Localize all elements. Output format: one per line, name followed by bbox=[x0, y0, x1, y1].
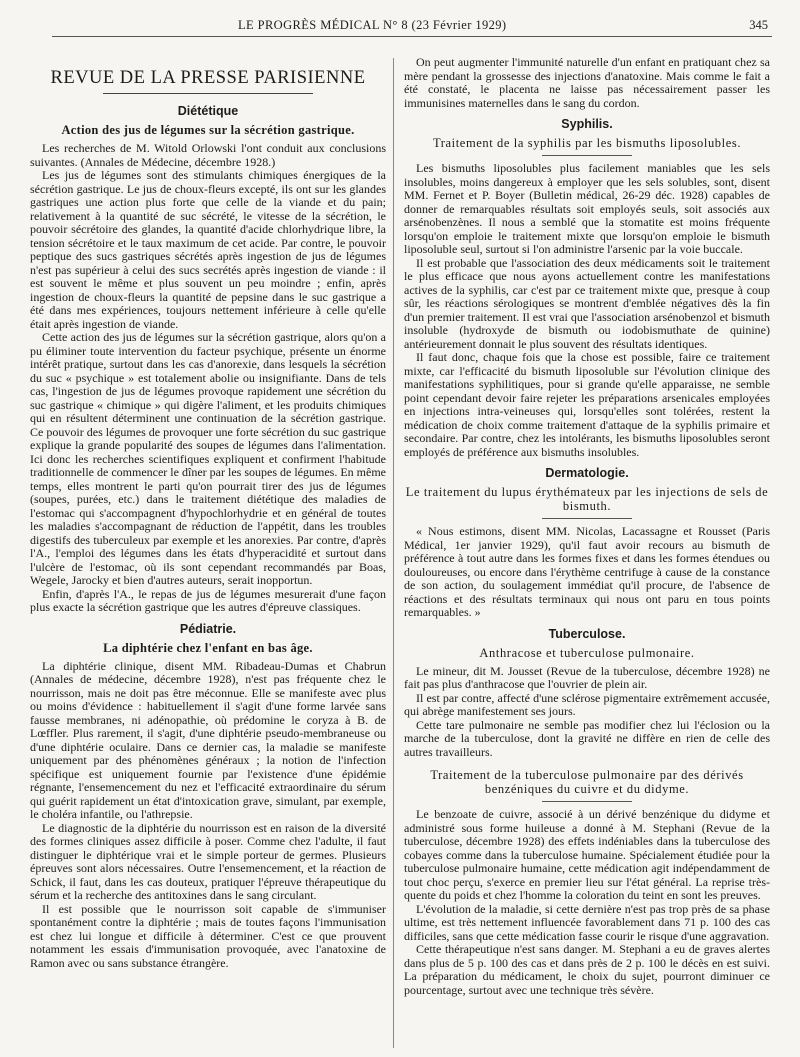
column-divider bbox=[393, 58, 394, 1048]
article-title-diphterie: La diphtérie chez l'enfant en bas âge. bbox=[103, 640, 313, 655]
revue-title-rule bbox=[103, 93, 313, 94]
article-paragraph: Il est possible que le nourrisson soit capable de s'immuniser spontanément contre la diphtérie ; mais de toutes façons l'immunisation est chez lui longue et difficile à déterminer. C'est ce que prouvent notamment les essais d'immunisation provoquée, avec l'anatoxine de Ramon avec ou sans substance étrangère. bbox=[30, 901, 386, 970]
article-paragraph: Enfin, d'après l'A., le repas de jus de légumes mesurerait d'une façon plus exacte la sécrétion gastrique que les autres d'épreuve classiques. bbox=[30, 586, 386, 614]
article-paragraph: Il est probable que l'association des deux médicaments soit le traitement le plus efficace que nous ayons actuellement contre les manifestations actives de la syphilis, car c'est par ce traitement mixte que, presque à coup sûr, les réactions sérologiques se montrent d'emblée négatives dès la fin d'un premier traitement. Il est vrai que l'association arsénobenzol et bismuth insoluble (hydroxyde de bismuth ou iodobismuthate de quinine) antérieurement donnait le plus souvent des résultats identiques. bbox=[404, 255, 770, 351]
section-syphilis: Syphilis. bbox=[561, 117, 613, 131]
left-column bbox=[30, 46, 386, 970]
title-rule bbox=[542, 518, 632, 519]
article-paragraph: Cette action des jus de légumes sur la sécrétion gastrique, alors qu'on a pu éliminer toute intervention du facteur psychique, présente un énorme intérêt pratique, surtout dans les cas d'anorexie, dans lesquels la sécrétion du suc « psychique » est totalement abolie ou insignifiante. Dans de tels cas, l'ingestion de jus de légumes provoque rapidement une sécrétion du suc gastrique « chimique » qui digère l'aliment, et les produits chimiques qui en résultent déterminent une continuation de la sécrétion gastrique. Ce pouvoir des légumes de provoquer une forte sécrétion du suc gastrique explique la grande popularité des soupes de légumes dans l'alimentation. Ici donc les recherches scientifiques expliquent et confirment l'habitude traditionnelle de commencer le dîner par les soupes de légumes. En même temps, elles montrent le parti qu'on pourrait tirer des jus de légumes (soupes, purées, etc.) dans le traitement diététique des maladies de l'estomac qui s'accompagnent d'hypochlorhydrie et en général de toutes les maladies s'accompagnant de réduction de l'appétit, dans les troubles digestifs des tuberculeux par exemple et les anorexies. Par contre, d'après l'A., l'emploi des légumes dans les états d'hyperacidité et surtout dans l'ulcère de l'estomac, où ils sont cependant recommandés par Boas, Wegele, Jarocky et bien d'autres auteurs, serait inopportun. bbox=[30, 330, 386, 587]
article-paragraph: Cette tare pulmonaire ne semble pas modifier chez lui l'éclosion ou la marche de la tuberculose, dont la gravité ne diffère en rien de celle des autres travailleurs. bbox=[404, 717, 770, 759]
article-title-cuivre-didyme: Traitement de la tuberculose pulmonaire par des dérivés benzéniques du cuivre et du didyme. bbox=[430, 768, 744, 796]
section-tuberculose: Tuberculose. bbox=[548, 626, 626, 641]
title-rule bbox=[542, 155, 632, 156]
article-paragraph: Le diagnostic de la diphtérie du nourrisson est en raison de la diversité des formes cliniques assez difficile à poser. Comme chez l'adulte, il faut distinguer le diphtérique vrai et le simple porteur de germes. Plusieurs épreuves sont alors nécessaires. Outre l'ensemencement, et la réaction de Schick, il faut, dans les cas douteux, pratiquer l'épreuve thérapeutique du sérum et la recherche des antitoxines dans le sang circulant. bbox=[30, 820, 386, 902]
page-number: 345 bbox=[749, 18, 768, 32]
article-paragraph: Il est par contre, affecté d'une sclérose pigmentaire extrêmement accusée, qui abrège manifestement ses jours. bbox=[404, 690, 770, 718]
article-paragraph: Il faut donc, chaque fois que la chose est possible, faire ce traitement mixte, car l'efficacité du bismuth liposoluble sur l'évolution clinique des manifestations syphilitiques, pour si grande qu'elle apparaisse, ne semble point cependant devoir faire rejeter les préparations arsenicales employées en injections intra-veineuses qui, lorsqu'elles sont tolérées, restent la médication de choix comme traitement d'attaque de la syphilis primaire et secondaire. Par contre, chez les intolérants, les bismuths liposolubles seront employés de préférence aux bismuths insolubles. bbox=[404, 350, 770, 459]
article-paragraph: Les jus de légumes sont des stimulants chimiques énergiques de la sécrétion gastrique. Le jus de choux-fleurs excepté, ils ont sur les glandes gastriques une action plus forte que celle de la viande et du pain; relativement à la quantité de suc sécrété, le vitesse de la sécrétion, le pouvoir sécrétoire des glandes, la quantité d'acide chlorhydrique libre, la tension sécrétoire et le taux maximum de cet acide. Par contre, le pouvoir peptique des sucs gastriques sécrétés après ingestion de jus de légumes n'est pas supérieur à celui des sucs secrétés après ingestion de viande : il est souvent le même et plus souvent un peu moindre ; enfin, après ingestion de choux-fleurs la quantité de pepsine dans le suc gastrique a été dans mes expériences, toujours nettement inférieure à celle qu'elle était après ingestion de viande. bbox=[30, 168, 386, 331]
section-dietetique: Diététique bbox=[177, 104, 239, 118]
continued-paragraph: On peut augmenter l'immunité naturelle d'un enfant en pratiquant chez sa mère pendant la grossesse des injections d'anatoxine. Mais comme le fait a été constaté, le placenta ne laisse pas nécessairement passer les immunisines maternelles dans le sang du cordon. bbox=[404, 55, 770, 110]
article-title-lupus: Le traitement du lupus érythémateux par les injections de sels de bismuth. bbox=[405, 485, 769, 513]
title-rule bbox=[542, 801, 632, 802]
article-paragraph: La diphtérie clinique, disent MM. Ribadeau-Dumas et Chabrun (Annales de médecine, décembre 1928), n'est pas fréquente chez le nourrisson, mais ne doit pas être méconnue. Elle se manifeste avec plus ou moins d'évidence : habituellement il s'agit d'une forme larvée sans fausse membranes, ni adénopathie, où prédomine le coryza à B. de Lœffler. Plus rarement, il s'agit, d'une diphtérie pseudo-membraneuse ou d'une diphtérie oculaire. Dans ce dernier cas, la maladie se manifeste uniquement par des phénomènes généraux ; la notion de l'infection spécifique est uniquement fournie par l'existence d'une épidémie régnante, l'ensemencement du nez et l'efficacité extraordinaire du sérum qui guérit rapidement un état d'intoxication grave, simulant, par exemple, le choléra infantile, ou l'athrepsie. bbox=[30, 658, 386, 821]
article-title-anthracose: Anthracose et tuberculose pulmonaire. bbox=[479, 645, 695, 660]
article-paragraph: Les bismuths liposolubles plus facilement maniables que les sels insolubles, moins dangereux à employer que les sels solubles, sont, disent MM. Fernet et P. Boyer (Bulletin médical, 26-29 déc. 1928) capables de donner de remarquables résultats soit employés seuls, soit associés aux arsénobenzènes. Il nous a semblé que la stomatite est moins fréquente lorsqu'on emploie le traitement mixte que lorsqu'on emploie le bismuth liposoluble seul, surtout si l'on administre l'arsenic par la voie buccale. bbox=[404, 161, 770, 256]
article-paragraph: Le benzoate de cuivre, associé à un dérivé benzénique du didyme et administré sous forme huileuse a donné à M. Stephani (Revue de la tuberculose, décembre 1928) des effets indéniables dans la tuberculose des cobayes comme dans la tuberculose humaine. Spécialement étudiée pour la tuberculose pulmonaire humaine, cette médication agit indépendamment de tout choc perçu, s'exerce en premier lieu sur l'état général. La reprise très-quente du poids et chez l'homme la coloration du teint en sont les preuves. bbox=[404, 807, 770, 902]
right-column bbox=[404, 56, 770, 997]
article-title-bismuths: Traitement de la syphilis par les bismuths liposolubles. bbox=[432, 136, 742, 150]
article-title-jus-de-legumes: Action des jus de légumes sur la sécrétion gastrique. bbox=[61, 123, 355, 137]
running-head bbox=[52, 16, 772, 37]
section-dermatologie: Dermatologie. bbox=[545, 466, 629, 480]
running-title: LE PROGRÈS MÉDICAL N° 8 (23 Février 1929) bbox=[238, 18, 507, 32]
article-paragraph: Cette thérapeutique n'est sans danger. M. Stephani a eu de graves alertes dans plus de 5 p. 100 des cas et dans près de 2 p. 100 le décès en est suivi. La préparation du médicament, le choix du sujet, pourront diminuer ce pourcentage, surtout avec une technique très sévère. bbox=[404, 942, 770, 997]
article-paragraph: L'évolution de la maladie, si cette dernière n'est pas trop près de sa phase ultime, est très nettement influencée favorablement dans 71 p. 100 des cas difficiles, sans que cette médication fasse courir le risque d'une aggravation. bbox=[404, 901, 770, 943]
article-paragraph: Les recherches de M. Witold Orlowski l'ont conduit aux conclusions suivantes. (Annales de Médecine, décembre 1928.) bbox=[30, 141, 386, 169]
article-paragraph: « Nous estimons, disent MM. Nicolas, Lacassagne et Rousset (Paris Médical, 1er janvier 1929), qu'il faut avoir recours au bismuth de préférence à tout autre dans les formes fixes et dans les formes étendues ou douloureuses, ou encore dans l'érythème centrifuge à cause de la constance de son action, du soulagement immédiat qu'il procure, de l'absence de réactions et des résultats terminaux qui nous ont paru en tous points remarquables. » bbox=[404, 524, 770, 619]
article-paragraph: Le mineur, dit M. Jousset (Revue de la tuberculose, décembre 1928) ne fait pas plus d'anthracose que l'ouvrier de plein air. bbox=[404, 663, 770, 691]
revue-title: REVUE DE LA PRESSE PARISIENNE bbox=[50, 68, 366, 88]
section-pediatrie: Pédiatrie. bbox=[179, 621, 237, 636]
